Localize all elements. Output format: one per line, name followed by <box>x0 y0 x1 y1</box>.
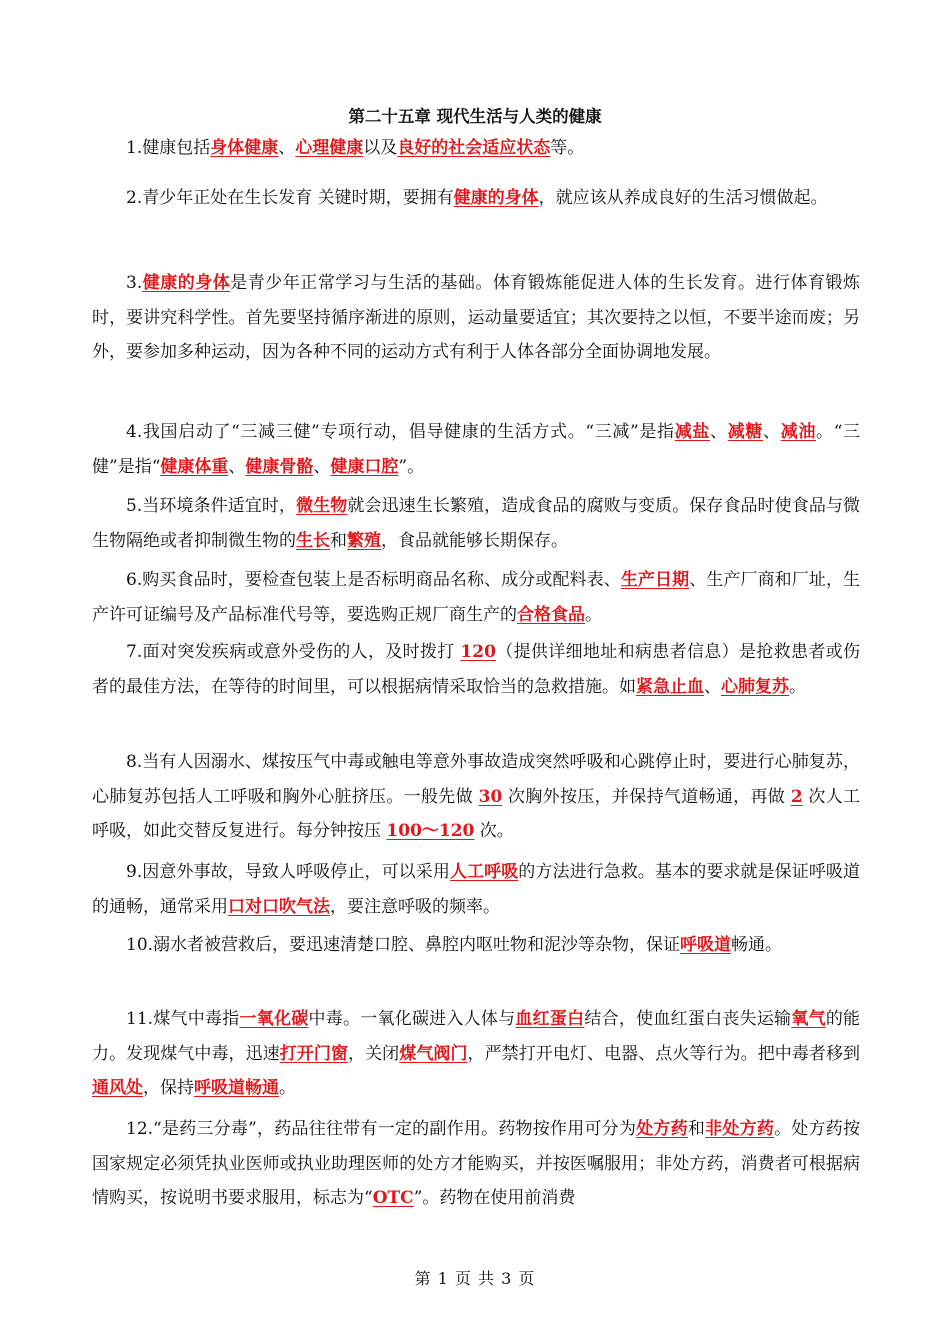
answer-keyword: 100～120 <box>386 821 475 842</box>
paragraph-3 <box>92 266 860 370</box>
answer-keyword: OTC <box>372 1188 414 1209</box>
text-run: ，关闭 <box>348 1043 400 1064</box>
text-run: 、 <box>313 456 331 477</box>
text-run: 、 <box>710 422 728 442</box>
answer-keyword: 身体健康 <box>210 138 279 158</box>
text-run: 以及 <box>363 138 398 158</box>
paragraph-11 <box>92 1002 860 1106</box>
answer-keyword: 健康体重 <box>160 456 229 477</box>
text-run: 。 <box>585 604 602 625</box>
answer-keyword: 打开门窗 <box>279 1043 349 1064</box>
text-run: ，严禁打开电灯、电器、点火等行为。把中毒者移到 <box>467 1043 861 1064</box>
text-run: ，要注意呼吸的频率。 <box>330 896 500 917</box>
text-run: 2.青少年正处在生长发育 关键时期，要拥有 <box>126 188 454 208</box>
text-run: 、生产厂商和厂址，生产许可证编号及产品标准代号等，要选购正规厂商生产的 <box>92 570 861 625</box>
text-run: 中毒。一氧化碳进入人体与 <box>308 1009 516 1029</box>
text-run: 的方法进行急救。基本的要求就是保证呼吸道的通畅，通常采用 <box>92 862 860 917</box>
answer-keyword: 人工呼吸 <box>449 862 519 882</box>
text-run: 是青少年正常学习与生活的基础。体育锻炼能促进人体的生长发育。进行体育锻炼时，要讲究科学性。首先要坚持循序渐进的原则，运动量要适宜；其次要持之以恒，不要半途而废；另外，要参加多种运动，因为各种不同的运动方式有利于人体各部分全面协调地发展。 <box>92 273 861 363</box>
answer-keyword: 通风处 <box>92 1078 143 1099</box>
answer-keyword: 繁殖 <box>347 530 381 551</box>
answer-keyword: 健康骨骼 <box>245 456 314 477</box>
text-run: 4.我国启动了“三减三健”专项行动，倡导健康的生活方式。“三减”是指 <box>126 422 675 442</box>
text-run: ，食品就能够长期保存。 <box>381 530 568 551</box>
text-run: 9.因意外事故，导致人呼吸停止，可以采用 <box>126 862 450 882</box>
answer-keyword: 一氧化碳 <box>239 1009 309 1029</box>
text-run: 10.溺水者被营救后，要迅速清楚口腔、鼻腔内呕吐物和泥沙等杂物，保证 <box>126 935 681 955</box>
text-run: 11.煤气中毒指 <box>126 1009 240 1029</box>
paragraph-4 <box>92 415 860 484</box>
paragraph-9 <box>92 855 860 924</box>
text-run: 、 <box>763 422 781 442</box>
text-run: 和 <box>687 1119 706 1139</box>
answer-keyword: 减盐 <box>674 422 711 442</box>
text-run: 次人工呼吸，如此交替反复进行。每分钟按压 <box>92 786 861 842</box>
text-run: ”。药物在使用前消费 <box>413 1188 576 1209</box>
answer-keyword: 健康的身体 <box>142 273 231 293</box>
answer-keyword: 健康的身体 <box>453 188 539 208</box>
text-run: 、 <box>228 456 246 477</box>
answer-keyword: 呼吸道畅通 <box>194 1078 279 1099</box>
paragraph-5 <box>92 489 860 558</box>
page-title: 第二十五章 现代生活与人类的健康 <box>348 107 602 126</box>
answer-keyword: 良好的社会适应状态 <box>397 138 551 158</box>
text-run: 、 <box>704 676 721 697</box>
answer-keyword: 氧气 <box>791 1009 826 1029</box>
text-run: 。 <box>789 676 806 697</box>
answer-keyword: 处方药 <box>636 1119 688 1139</box>
answer-keyword: 口对口吹气法 <box>228 896 330 917</box>
answer-keyword: 30 <box>478 786 503 807</box>
text-run: 6.购买食品时，要检查包装上是否标明商品名称、成分或配料表、 <box>126 570 621 590</box>
text-run: 畅通。 <box>731 935 783 955</box>
text-run: 次胸外按压，并保持气道畅通，再做 <box>502 786 791 807</box>
answer-keyword: 2 <box>790 786 803 807</box>
paragraph-6 <box>92 563 860 632</box>
text-run: 和 <box>330 530 347 551</box>
text-run: 8.当有人因溺水、煤按压气中毒或触电等意外事故造成突然呼吸和心跳停止时，要进行心肺复苏，心肺复苏包括人工呼吸和胸外心脏挤压。一般先做 <box>92 752 860 807</box>
text-run: 次。 <box>474 821 514 842</box>
paragraph-10 <box>92 928 860 963</box>
answer-keyword: 合格食品 <box>517 604 585 625</box>
text-run: 5.当环境条件适宜时， <box>126 496 297 516</box>
answer-keyword: 微生物 <box>296 496 348 516</box>
text-run: ，就应该从养成良好的生活习惯做起。 <box>538 188 828 208</box>
answer-keyword: 血红蛋白 <box>515 1009 585 1029</box>
paragraph-2 <box>92 174 860 224</box>
text-run: ”。 <box>398 456 425 477</box>
text-run: 的能力。发现煤气中毒，迅速 <box>92 1009 861 1064</box>
text-run: 7.面对突发疾病或意外受伤的人，及时拨打 <box>126 642 461 662</box>
text-run: 。处方药按国家规定必须凭执业医师或执业助理医师的处方才能购买，并按医嘱服用；非处方药，消费者可根据病情购买，按说明书要求服用，标志为“ <box>92 1119 861 1209</box>
answer-keyword: 非处方药 <box>705 1119 775 1139</box>
text-run: 1.健康包括 <box>126 138 211 158</box>
answer-keyword: 120 <box>460 642 496 662</box>
text-run: 。 <box>279 1078 296 1099</box>
answer-keyword: 生长 <box>296 530 330 551</box>
text-run: 等。 <box>550 138 585 158</box>
answer-keyword: 呼吸道 <box>680 935 732 955</box>
text-run: 就会迅速生长繁殖，造成食品的腐败与变质。保存食品时使食品与微生物隔绝或者抑制微生物的 <box>92 496 861 551</box>
text-run: 结合，使血红蛋白丧失运输 <box>584 1009 792 1029</box>
answer-keyword: 心肺复苏 <box>721 676 789 697</box>
text-run: 。“三健”是指“ <box>92 422 861 477</box>
text-run: ，保持 <box>143 1078 194 1099</box>
answer-keyword: 心理健康 <box>295 138 364 158</box>
answer-keyword: 紧急止血 <box>636 676 704 697</box>
answer-keyword: 健康口腔 <box>330 456 399 477</box>
text-run: 、 <box>278 138 296 158</box>
text-run: （提供详细地址和病患者信息）是抢救患者或伤者的最佳方法，在等待的时间里，可以根据病情采取恰当的急救措施。如 <box>92 642 861 697</box>
answer-keyword: 减糖 <box>727 422 764 442</box>
answer-keyword: 生产日期 <box>620 570 690 590</box>
paragraph-12 <box>92 1112 860 1216</box>
text-run: 3. <box>126 273 143 293</box>
paragraph-7 <box>92 635 860 704</box>
text-run: 12.“是药三分毒”，药品往往带有一定的副作用。药物按作用可分为 <box>126 1119 637 1139</box>
answer-keyword: 煤气阀门 <box>399 1043 468 1064</box>
paragraph-8 <box>92 745 860 849</box>
answer-keyword: 减油 <box>780 422 817 442</box>
page-footer: 第 1 页 共 3 页 <box>414 1269 536 1288</box>
paragraph-1 <box>92 131 860 166</box>
